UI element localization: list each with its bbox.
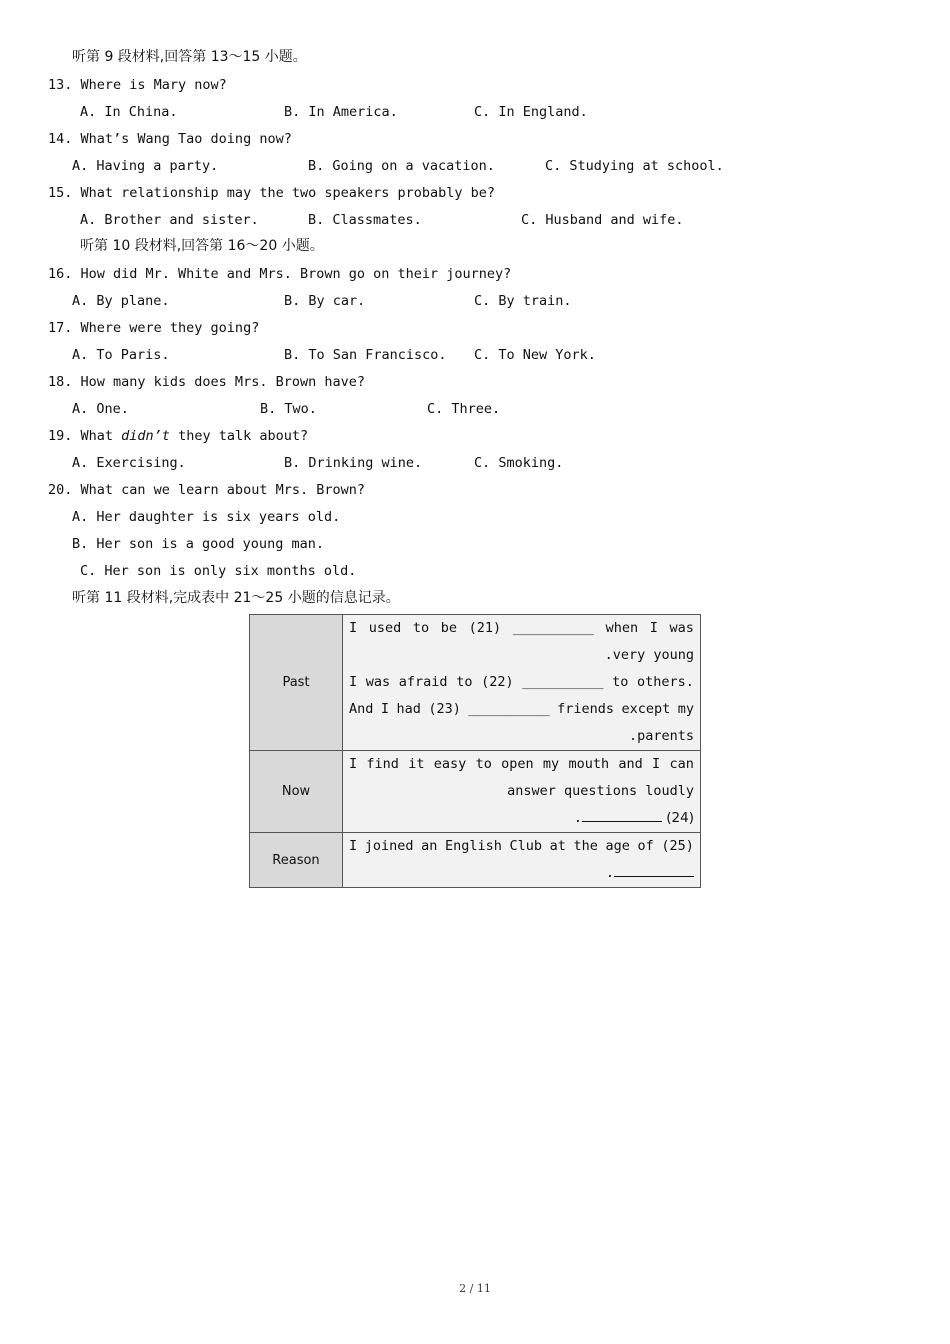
past-line-2: .very young — [604, 647, 694, 663]
question-16-option-b: B. By car. — [284, 293, 366, 309]
question-13-option-a: A. In China. — [80, 104, 178, 120]
question-16-stem: 16. How did Mr. White and Mrs. Brown go on their journey? — [48, 266, 512, 282]
past-line-3 — [349, 669, 694, 696]
word: I — [652, 756, 661, 772]
word: to — [456, 674, 473, 690]
question-17-stem: 17. Where were they going? — [48, 320, 260, 336]
word: to — [412, 620, 430, 636]
information-record-table — [249, 614, 701, 888]
question-14-stem: 14. What’s Wang Tao doing now? — [48, 131, 292, 147]
word: it — [408, 756, 425, 772]
question-13-option-b: B. In America. — [284, 104, 398, 120]
question-18-stem: 18. How many kids does Mrs. Brown have? — [48, 374, 365, 390]
word: I — [349, 674, 358, 690]
question-15-option-c: C. Husband and wife. — [521, 212, 684, 228]
question-15-option-a: A. Brother and sister. — [80, 212, 259, 228]
question-14-option-b: B. Going on a vacation. — [308, 158, 495, 174]
question-18-option-c: C. Three. — [427, 401, 501, 417]
word: age — [605, 838, 630, 854]
blank-number-24: (24) — [661, 810, 694, 826]
word: except — [621, 701, 671, 717]
word: to — [612, 674, 629, 690]
word: I — [349, 838, 358, 854]
question-17-option-b: B. To San Francisco. — [284, 347, 447, 363]
now-line-1 — [349, 751, 694, 778]
question-19-option-b: B. Drinking wine. — [284, 455, 423, 471]
now-line-3 — [349, 805, 694, 832]
word: easy — [433, 756, 467, 772]
section-11-instruction: 听第 11 段材料,完成表中 21～25 小题的信息记录。 — [72, 590, 400, 606]
question-17-option-c: C. To New York. — [474, 347, 596, 363]
answer-blank-23: __________ — [468, 701, 550, 717]
word: I — [380, 701, 389, 717]
blank-number-22: (22) — [481, 674, 514, 690]
word: afraid — [398, 674, 448, 690]
now-line-3-dot: . — [573, 810, 582, 826]
word: of — [637, 838, 654, 854]
word: to — [475, 756, 492, 772]
word: I — [649, 620, 658, 636]
word: my — [677, 701, 694, 717]
question-19-option-c: C. Smoking. — [474, 455, 564, 471]
question-16-option-a: A. By plane. — [72, 293, 170, 309]
word: And — [349, 701, 374, 717]
table-row-now — [250, 751, 701, 833]
word: and — [618, 756, 643, 772]
question-17-option-a: A. To Paris. — [72, 347, 170, 363]
reason-line-1 — [349, 833, 694, 860]
question-19-stem-italic: didn’t — [121, 428, 170, 444]
word: Club — [509, 838, 543, 854]
word: was — [365, 674, 391, 690]
word: I — [349, 756, 358, 772]
table-row-past — [250, 615, 701, 751]
question-18-option-a: A. One. — [72, 401, 129, 417]
word: joined — [364, 838, 414, 854]
answer-blank-21: __________ — [512, 620, 595, 636]
reason-label: Reason — [250, 833, 343, 888]
section-9-instruction: 听第 9 段材料,回答第 13～15 小题。 — [72, 49, 307, 65]
word: when — [605, 620, 639, 636]
word: be — [440, 620, 458, 636]
past-line-4 — [349, 696, 694, 723]
page-number: 2 / 11 — [459, 1282, 491, 1295]
question-14-option-a: A. Having a party. — [72, 158, 219, 174]
now-content — [343, 751, 701, 833]
past-label: Past — [250, 615, 343, 751]
reason-content — [343, 833, 701, 888]
question-19-stem-pre: 19. What — [48, 428, 122, 444]
question-15-option-b: B. Classmates. — [308, 212, 422, 228]
question-14-option-c: C. Studying at school. — [545, 158, 724, 174]
word: friends — [557, 701, 614, 717]
past-content — [343, 615, 701, 751]
question-15-stem: 15. What relationship may the two speakers probably be? — [48, 185, 496, 201]
word: find — [366, 756, 399, 772]
word: used — [368, 620, 402, 636]
answer-blank-25 — [614, 862, 694, 877]
question-16-option-c: C. By train. — [474, 293, 572, 309]
question-20-option-c: C. Her son is only six months old. — [80, 563, 357, 579]
reason-line-2-dot: . — [605, 865, 614, 881]
question-20-stem: 20. What can we learn about Mrs. Brown? — [48, 482, 365, 498]
word: had — [396, 701, 421, 717]
question-20-option-a: A. Her daughter is six years old. — [72, 509, 341, 525]
blank-number-21: (21) — [468, 620, 502, 636]
blank-number-25: (25) — [661, 838, 694, 854]
word: my — [542, 756, 560, 772]
word: was — [669, 620, 694, 636]
now-line-2: answer questions loudly — [507, 783, 694, 799]
question-20-option-b: B. Her son is a good young man. — [72, 536, 324, 552]
blank-number-23: (23) — [428, 701, 461, 717]
word: mouth — [568, 756, 610, 772]
word: the — [573, 838, 598, 854]
question-19-stem — [48, 427, 308, 445]
word: others. — [637, 674, 694, 690]
question-18-option-b: B. Two. — [260, 401, 317, 417]
section-10-instruction: 听第 10 段材料,回答第 16～20 小题。 — [80, 238, 324, 254]
word: at — [549, 838, 566, 854]
table-row-reason — [250, 833, 701, 888]
word: can — [669, 756, 694, 772]
answer-blank-22: __________ — [522, 674, 604, 690]
question-13-option-c: C. In England. — [474, 104, 588, 120]
word: English — [445, 838, 502, 854]
word: an — [421, 838, 438, 854]
now-label: Now — [250, 751, 343, 833]
word: I — [349, 620, 358, 636]
question-19-stem-post: they talk about? — [169, 428, 309, 444]
answer-blank-24 — [582, 807, 662, 822]
past-line-1 — [349, 615, 694, 642]
word: open — [501, 756, 534, 772]
question-19-option-a: A. Exercising. — [72, 455, 186, 471]
past-line-5: .parents — [628, 728, 694, 744]
question-13-stem: 13. Where is Mary now? — [48, 77, 227, 93]
reason-line-2 — [349, 860, 694, 887]
